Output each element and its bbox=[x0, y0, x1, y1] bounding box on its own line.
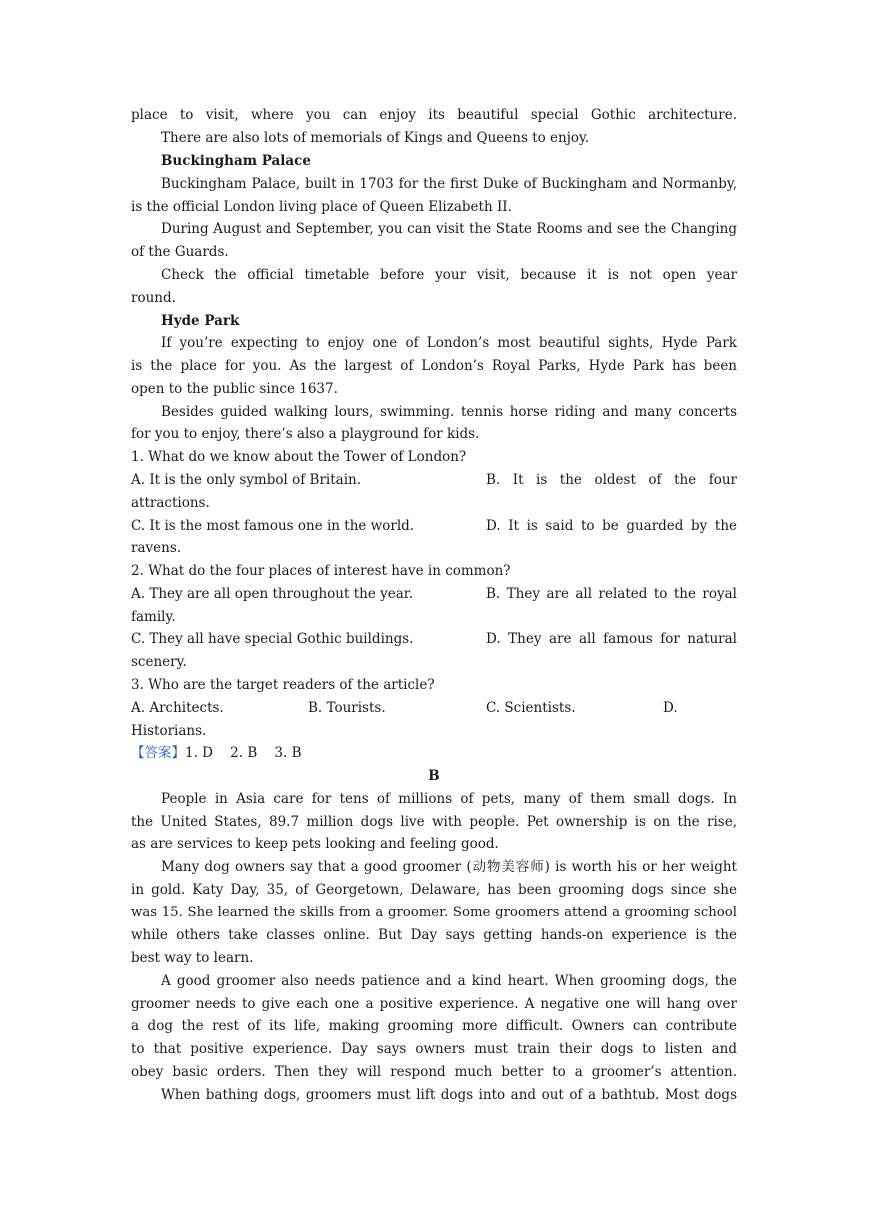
question-1-stem: 1. What do we know about the Tower of London? bbox=[131, 449, 467, 465]
section-b-p3-line: to that positive experience. Day says owners must train their dogs to listen and bbox=[131, 1041, 737, 1057]
buckingham-p2-line: During August and September, you can visit the State Rooms and see the Changing bbox=[161, 221, 737, 237]
option-d: D. They are all famous for natural bbox=[486, 631, 737, 647]
answer-text: 1. D 2. B 3. B bbox=[185, 745, 302, 761]
option-d-wrap: Historians. bbox=[131, 723, 207, 739]
hyde-park-heading: Hyde Park bbox=[161, 313, 240, 329]
option-c: C. It is the most famous one in the world. bbox=[131, 518, 415, 534]
section-b-p3-line: A good groomer also needs patience and a kind heart. When grooming dogs, the bbox=[161, 973, 737, 989]
tower-paragraph-line: place to visit, where you can enjoy its beautiful special Gothic architecture. bbox=[131, 107, 737, 123]
buckingham-p3-line: round. bbox=[131, 290, 176, 306]
buckingham-p3-line: Check the official timetable before your visit, because it is not open year bbox=[161, 267, 737, 283]
option-d: D. bbox=[663, 700, 678, 716]
answer-key bbox=[131, 742, 737, 765]
option-d: D. It is said to be guarded by the bbox=[486, 518, 737, 534]
question-2-stem: 2. What do the four places of interest have in common? bbox=[131, 563, 511, 579]
option-c: C. Scientists. bbox=[486, 700, 576, 716]
question-2-options-row bbox=[131, 628, 737, 651]
question-2-options-row bbox=[131, 583, 737, 606]
answer-label: 【答案】 bbox=[131, 745, 185, 761]
section-b-p1-line: the United States, 89.7 million dogs live with people. Pet ownership is on the rise, bbox=[131, 814, 737, 830]
section-b-p3-line: obey basic orders. Then they will respond much better to a groomer’s attention. bbox=[131, 1064, 737, 1080]
option-b: B. Tourists. bbox=[308, 700, 386, 716]
section-b-title: B bbox=[428, 768, 440, 784]
question-3-stem: 3. Who are the target readers of the article? bbox=[131, 677, 435, 693]
buckingham-heading: Buckingham Palace bbox=[161, 153, 311, 169]
section-b-p3-line: groomer needs to give each one a positive experience. A negative one will hang over bbox=[131, 996, 737, 1012]
option-b-wrap: family. bbox=[131, 609, 176, 625]
hyde-p1-line: If you’re expecting to enjoy one of London’s most beautiful sights, Hyde Park bbox=[161, 335, 737, 351]
hyde-p1-line: is the place for you. As the largest of London’s Royal Parks, Hyde Park has been bbox=[131, 358, 737, 374]
option-d-wrap: scenery. bbox=[131, 654, 187, 670]
option-a: A. It is the only symbol of Britain. bbox=[131, 472, 361, 488]
option-b-wrap: attractions. bbox=[131, 495, 210, 511]
question-1-options-row bbox=[131, 515, 737, 538]
option-a: A. Architects. bbox=[131, 700, 224, 716]
tower-memorials-line: There are also lots of memorials of Kings and Queens to enjoy. bbox=[161, 130, 590, 146]
section-b-p2-line: best way to learn. bbox=[131, 950, 254, 966]
buckingham-p1-line: is the official London living place of Queen Elizabeth II. bbox=[131, 199, 512, 215]
option-c: C. They all have special Gothic buildings. bbox=[131, 631, 414, 647]
buckingham-p1-line: Buckingham Palace, built in 1703 for the first Duke of Buckingham and Normanby, bbox=[161, 176, 737, 192]
section-b-p4-line: When bathing dogs, groomers must lift dogs into and out of a bathtub. Most dogs bbox=[161, 1087, 737, 1103]
section-b-p2-line: while others take classes online. But Day says getting hands-on experience is the bbox=[131, 927, 737, 943]
section-b-p2-line: in gold. Katy Day, 35, of Georgetown, Delaware, has been grooming dogs since she bbox=[131, 882, 737, 898]
section-b-p1-line: as are services to keep pets looking and feeling good. bbox=[131, 836, 499, 852]
buckingham-p2-line: of the Guards. bbox=[131, 244, 229, 260]
option-d-wrap: ravens. bbox=[131, 540, 182, 556]
section-b-p2-line: was 15. She learned the skills from a groomer. Some groomers attend a grooming school bbox=[131, 905, 737, 920]
hyde-p2-line: Besides guided walking lours, swimming. tennis horse riding and many concerts bbox=[161, 404, 737, 420]
option-b: B. It is the oldest of the four bbox=[486, 472, 737, 488]
option-a: A. They are all open throughout the year. bbox=[131, 586, 414, 602]
section-b-p3-line: a dog the rest of its life, making grooming more difficult. Owners can contribute bbox=[131, 1018, 737, 1034]
hyde-p2-line: for you to enjoy, there’s also a playground for kids. bbox=[131, 426, 480, 442]
section-b-p2-line: Many dog owners say that a good groomer (动物美容师) is worth his or her weight bbox=[161, 859, 737, 875]
question-1-options-row bbox=[131, 469, 737, 492]
question-3-options-row bbox=[131, 697, 737, 720]
option-b: B. They are all related to the royal bbox=[486, 586, 737, 602]
section-b-p1-line: People in Asia care for tens of millions of pets, many of them small dogs. In bbox=[161, 791, 737, 807]
hyde-p1-line: open to the public since 1637. bbox=[131, 381, 338, 397]
